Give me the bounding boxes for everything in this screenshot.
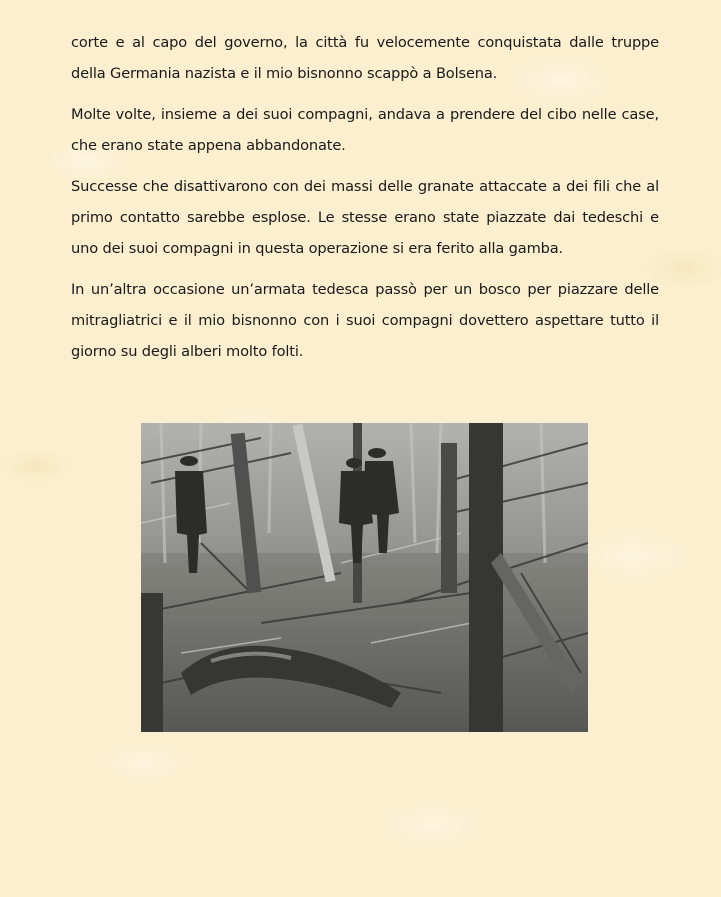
body-text	[71, 27, 659, 377]
historical-photo-forest-soldiers	[141, 423, 588, 732]
paragraph-1: corte e al capo del governo, la città fu velocemente conquistata dalle truppe della Germania nazista e il mio bisnonno scappò a Bolsena.	[71, 34, 659, 82]
photo-illustration	[141, 423, 588, 732]
paragraph-2: Molte volte, insieme a dei suoi compagni, andava a prendere del cibo nelle case, che erano state appena abbandonate.	[71, 106, 659, 154]
paragraph-3: Successe che disattivarono con dei massi delle granate attaccate a dei fili che al primo contatto sarebbe esplose. Le stesse erano state piazzate dai tedeschi e uno dei suoi compagni in questa operazione si era ferito alla gamba.	[71, 178, 659, 257]
paragraph-4: In un’altra occasione un’armata tedesca passò per un bosco per piazzare delle mitragliatrici e il mio bisnonno con i suoi compagni dovettero aspettare tutto il giorno su degli alberi molto folti.	[71, 281, 659, 360]
